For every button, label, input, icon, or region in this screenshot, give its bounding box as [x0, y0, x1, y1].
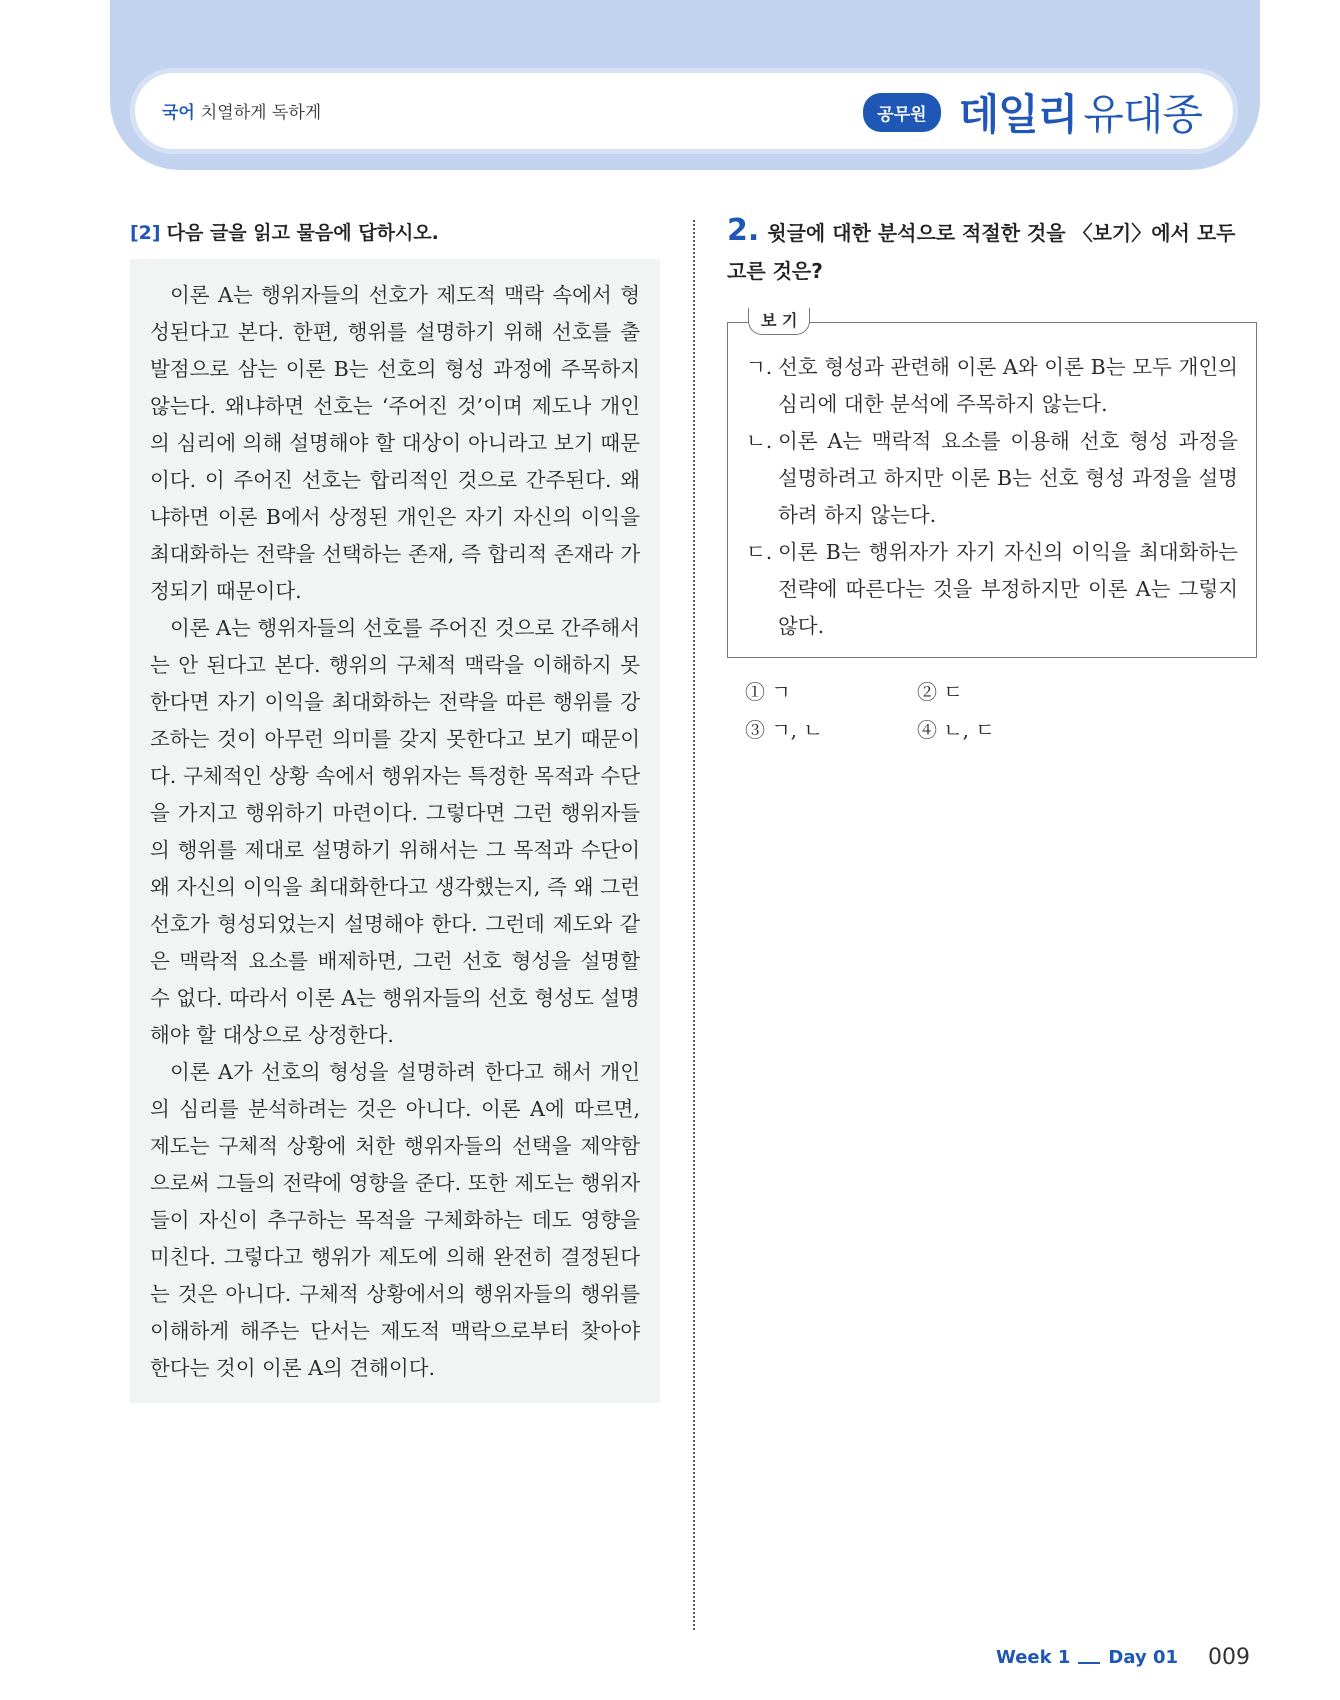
answer-option-4[interactable]: ④ ㄴ, ㄷ — [917, 718, 995, 742]
passage-paragraph-3: 이론 A가 선호의 형성을 설명하려 한다고 해서 개인의 심리를 분석하려는 것은 아니다. 이론 A에 따르면, 제도는 구체적 상황에 처한 행위자들의 선택을 제약함으로써 그들의 전략에 영향을 준다. 또한 제도는 행위자들이 자신이 추구하는 목적을 구체화하는 데도 영향을 미친다. 그렇다고 행위가 제도에 의해 완전히 결정된다는 것은 아니다. 구체적 상황에서의 행위자들의 행위를 이해하게 해주는 단서는 제도적 맥락으로부터 찾아야 한다는 것이 이론 A의 견해이다. — [150, 1060, 640, 1380]
bogi-label: 보 기 — [748, 308, 810, 335]
bogi-item — [746, 423, 1238, 534]
page-footer — [996, 1645, 1250, 1670]
bogi-text: 이론 B는 행위자가 자기 자신의 이익을 최대화하는 전략에 따른다는 것을 부정하지만 이론 A는 그렇지 않다. — [778, 540, 1238, 638]
question-set-instruction: 다음 글을 읽고 물음에 답하시오. — [166, 222, 439, 244]
answer-options — [745, 676, 1257, 746]
reading-passage — [130, 259, 660, 1403]
bogi-text: 선호 형성과 관련해 이론 A와 이론 B는 모두 개인의 심리에 대한 분석에 주목하지 않는다. — [778, 355, 1238, 416]
footer-day: Day 01 — [1108, 1647, 1178, 1668]
bogi-marker: ㄴ. — [746, 429, 773, 453]
footer-separator — [1078, 1662, 1100, 1664]
question-stem — [727, 212, 1257, 290]
bogi-marker: ㄷ. — [746, 540, 773, 564]
bogi-marker: ㄱ. — [746, 355, 773, 379]
footer-week: Week 1 — [996, 1647, 1071, 1668]
question-set-heading — [130, 218, 660, 245]
brand-block — [863, 82, 1202, 142]
header-bar — [130, 68, 1238, 154]
page-number: 009 — [1208, 1645, 1250, 1670]
book-series-label — [162, 98, 321, 123]
bogi-item — [746, 534, 1238, 645]
series-label: 치열하게 독하게 — [200, 103, 322, 123]
passage-paragraph-2: 이론 A는 행위자들의 선호를 주어진 것으로 간주해서는 안 된다고 본다. 행위의 구체적 맥락을 이해하지 못한다면 자기 이익을 최대화하는 전략을 따른 행위를 강조하는 것이 아무런 의미를 갖지 못한다고 보기 때문이다. 구체적인 상황 속에서 행위자는 특정한 목적과 수단을 가지고 행위하기 마련이다. 그렇다면 그런 행위자들의 행위를 제대로 설명하기 위해서는 그 목적과 수단이 왜 자신의 이익을 최대화한다고 생각했는지, 즉 왜 그런 선호가 형성되었는지 설명해야 한다. 그런데 제도와 같은 맥락적 요소를 배제하면, 그런 선호 형성을 설명할 수 없다. 따라서 이론 A는 행위자들의 선호 형성도 설명해야 할 대상으로 상정한다. — [150, 616, 640, 1047]
column-divider — [693, 220, 695, 1630]
question-set-number: [2] — [130, 222, 161, 244]
category-badge: 공무원 — [863, 93, 940, 132]
bogi-text: 이론 A는 맥락적 요소를 이용해 선호 형성 과정을 설명하려고 하지만 이론 B는 선호 형성 과정을 설명하려 하지 않는다. — [778, 429, 1238, 527]
question-text: 윗글에 대한 분석으로 적절한 것을 〈보기〉에서 모두 고른 것은? — [727, 221, 1236, 283]
subject-label: 국어 — [162, 103, 195, 123]
answer-option-3[interactable]: ③ ㄱ, ㄴ — [745, 718, 823, 742]
answer-option-2[interactable]: ② ㄷ — [917, 680, 963, 704]
bogi-box — [727, 311, 1257, 658]
answer-option-1[interactable]: ① ㄱ — [745, 680, 791, 704]
passage-column — [130, 218, 660, 1403]
passage-paragraph-1: 이론 A는 행위자들의 선호가 제도적 맥락 속에서 형성된다고 본다. 한편, 행위를 설명하기 위해 선호를 출발점으로 삼는 이론 B는 선호의 형성 과정에 주목하지 않는다. 왜냐하면 선호는 ‘주어진 것’이며 제도나 개인의 심리에 의해 설명해야 할 대상이 아니라고 보기 때문이다. 이 주어진 선호는 합리적인 것으로 간주된다. 왜냐하면 이론 B에서 상정된 개인은 자기 자신의 이익을 최대화하는 전략을 선택하는 존재, 즉 합리적 존재라 가정되기 때문이다. — [150, 283, 640, 603]
question-number: 2. — [727, 213, 760, 248]
brand-title — [959, 82, 1202, 142]
brand-light: 유대종 — [1083, 90, 1202, 139]
question-column — [727, 212, 1257, 746]
brand-bold: 데일리 — [958, 90, 1078, 139]
bogi-item — [746, 349, 1238, 423]
